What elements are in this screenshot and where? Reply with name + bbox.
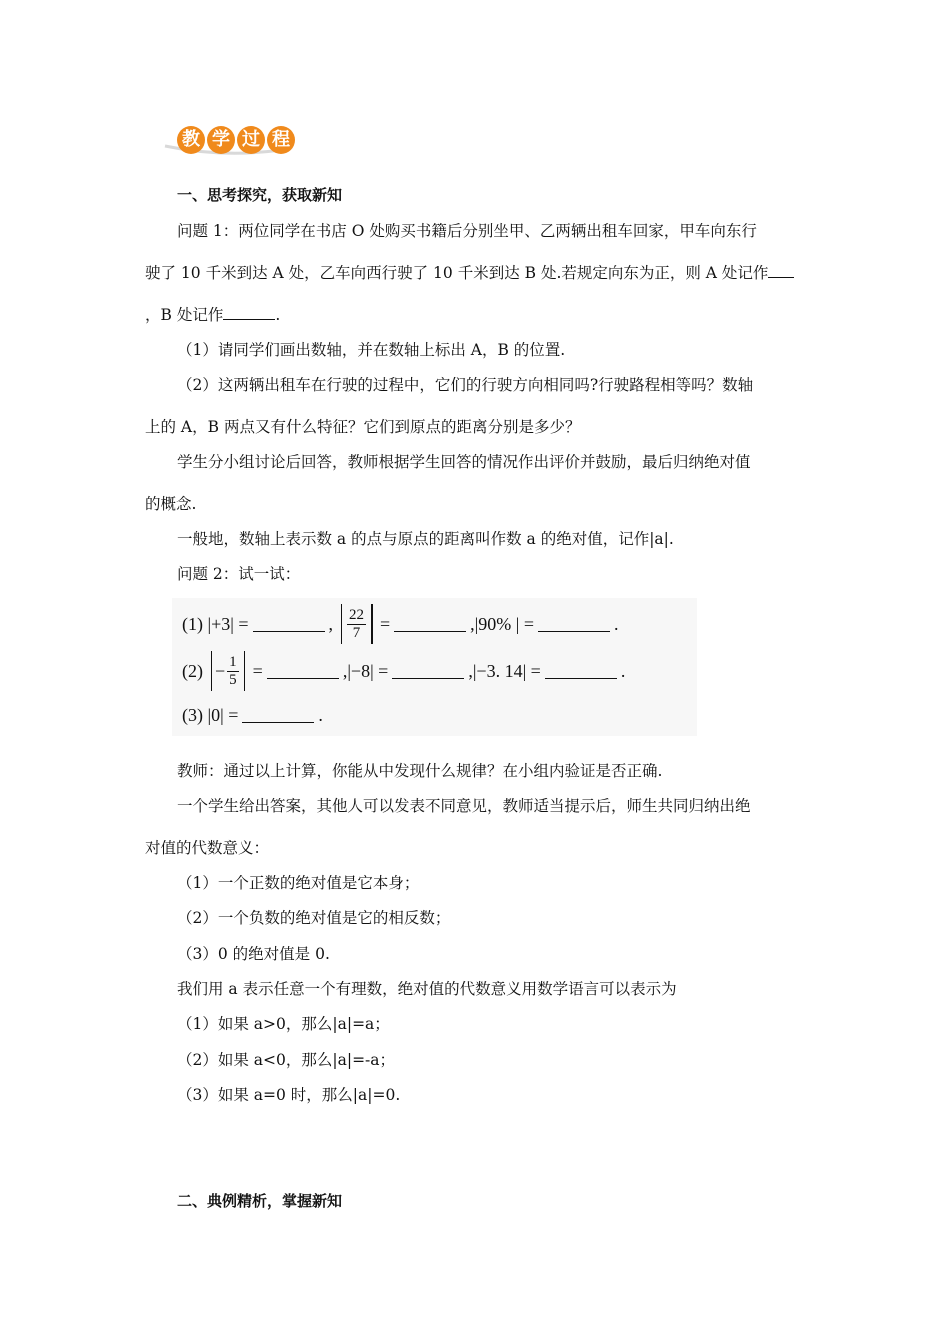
row-number: (1): [182, 613, 203, 634]
banner-char: 学: [207, 126, 235, 154]
equals: =: [252, 660, 263, 681]
answer-blank: [267, 664, 339, 679]
numerator: 1: [229, 653, 237, 670]
expression: |0| =: [207, 704, 239, 725]
question-1-line-2: [145, 263, 794, 283]
question-1-line-3-text: ，B 处记作: [145, 306, 224, 324]
abs-bar: [371, 604, 373, 644]
abs-bar: [341, 604, 343, 644]
teaching-process-banner: [163, 122, 293, 158]
row-number: (2): [182, 660, 203, 681]
answer-blank: [538, 617, 610, 632]
row-number: (3): [182, 704, 203, 725]
fraction: [347, 607, 366, 642]
answer-blank: [392, 664, 464, 679]
exercise-row-3: [182, 700, 323, 730]
answer-blank: [545, 664, 617, 679]
prompt-2-line-2: 上的 A，B 两点又有什么特征？它们到原点的距离分别是多少？: [145, 418, 581, 436]
comma: ,: [342, 660, 348, 681]
prompt-2-line-1: （2）这两辆出租车在行驶的过程中，它们的行驶方向相同吗?行驶路程相等吗？数轴: [177, 376, 754, 394]
rule-3: （3）0 的绝对值是 0.: [177, 945, 330, 963]
expression: |+3| =: [207, 613, 249, 634]
teacher-prompt: 教师：通过以上计算，你能从中发现什么规律？在小组内验证是否正确.: [177, 762, 663, 780]
paragraph-5-line-1: 一个学生给出答案，其他人可以发表不同意见，教师适当提示后，师生共同归纳出绝: [177, 797, 751, 815]
numerator: 22: [349, 606, 365, 623]
period: .: [620, 660, 626, 681]
banner-char: 过: [237, 126, 265, 154]
denominator: 5: [229, 671, 237, 688]
answer-blank: [394, 617, 466, 632]
comma: ,: [468, 660, 473, 681]
period: .: [318, 704, 323, 725]
banner-char: 教: [177, 126, 205, 154]
question-1-line-2-text: 驶了 10 千米到达 A 处，乙车向西行驶了 10 千米到达 B 处.若规定向东为正，则 A 处记作: [145, 264, 769, 282]
paragraph-3-line-1: 学生分小组讨论后回答，教师根据学生回答的情况作出评价并鼓励，最后归纳绝对值: [177, 453, 751, 471]
expression: |−8| =: [347, 660, 389, 681]
question-1-line-3: [145, 305, 280, 325]
section-heading-1: 一、思考探究，获取新知: [177, 186, 343, 204]
question-1-line-3-end: .: [275, 306, 281, 324]
equals: =: [380, 613, 391, 634]
banner-char: 程: [267, 126, 295, 154]
exercise-row-1: [182, 602, 619, 646]
abs-bar: [244, 651, 246, 691]
period: .: [614, 613, 619, 634]
paragraph-5-line-2: 对值的代数意义：: [145, 839, 270, 857]
case-1: （1）如果 a>0，那么|a|=a；: [177, 1015, 390, 1033]
question-2-label: 问题 2：试一试：: [177, 565, 301, 583]
comma: ,: [328, 613, 334, 634]
denominator: 7: [352, 624, 361, 641]
exercise-image: [172, 598, 697, 736]
prompt-1: （1）请同学们画出数轴，并在数轴上标出 A，B 的位置.: [177, 341, 566, 359]
case-2: （2）如果 a<0，那么|a|=-a；: [177, 1051, 396, 1069]
definition-paragraph: 一般地，数轴上表示数 a 的点与原点的距离叫作数 a 的绝对值，记作|a|.: [177, 530, 674, 548]
paragraph-3-line-2: 的概念.: [145, 495, 197, 513]
exercise-row-2: [182, 648, 625, 694]
comma: ,: [470, 613, 475, 634]
answer-blank: [253, 617, 325, 632]
expression: |90% | =: [474, 613, 535, 634]
fraction: [227, 654, 239, 689]
answer-blank-b: [223, 305, 275, 320]
paragraph-6: 我们用 a 表示任意一个有理数，绝对值的代数意义用数学语言可以表示为: [177, 980, 677, 998]
rule-1: （1）一个正数的绝对值是它本身；: [177, 874, 420, 892]
answer-blank: [242, 708, 314, 723]
section-heading-2: 二、典例精析，掌握新知: [177, 1192, 343, 1210]
question-1-line-1: 问题 1：两位同学在书店 O 处购买书籍后分别坐甲、乙两辆出租车回家，甲车向东行: [177, 222, 757, 240]
abs-bar: [211, 651, 213, 691]
case-3: （3）如果 a=0 时，那么|a|=0.: [177, 1086, 401, 1104]
rule-2: （2）一个负数的绝对值是它的相反数；: [177, 909, 451, 927]
minus-sign: −: [215, 660, 226, 681]
expression: |−3. 14| =: [472, 660, 541, 681]
answer-blank-a: [768, 263, 794, 278]
